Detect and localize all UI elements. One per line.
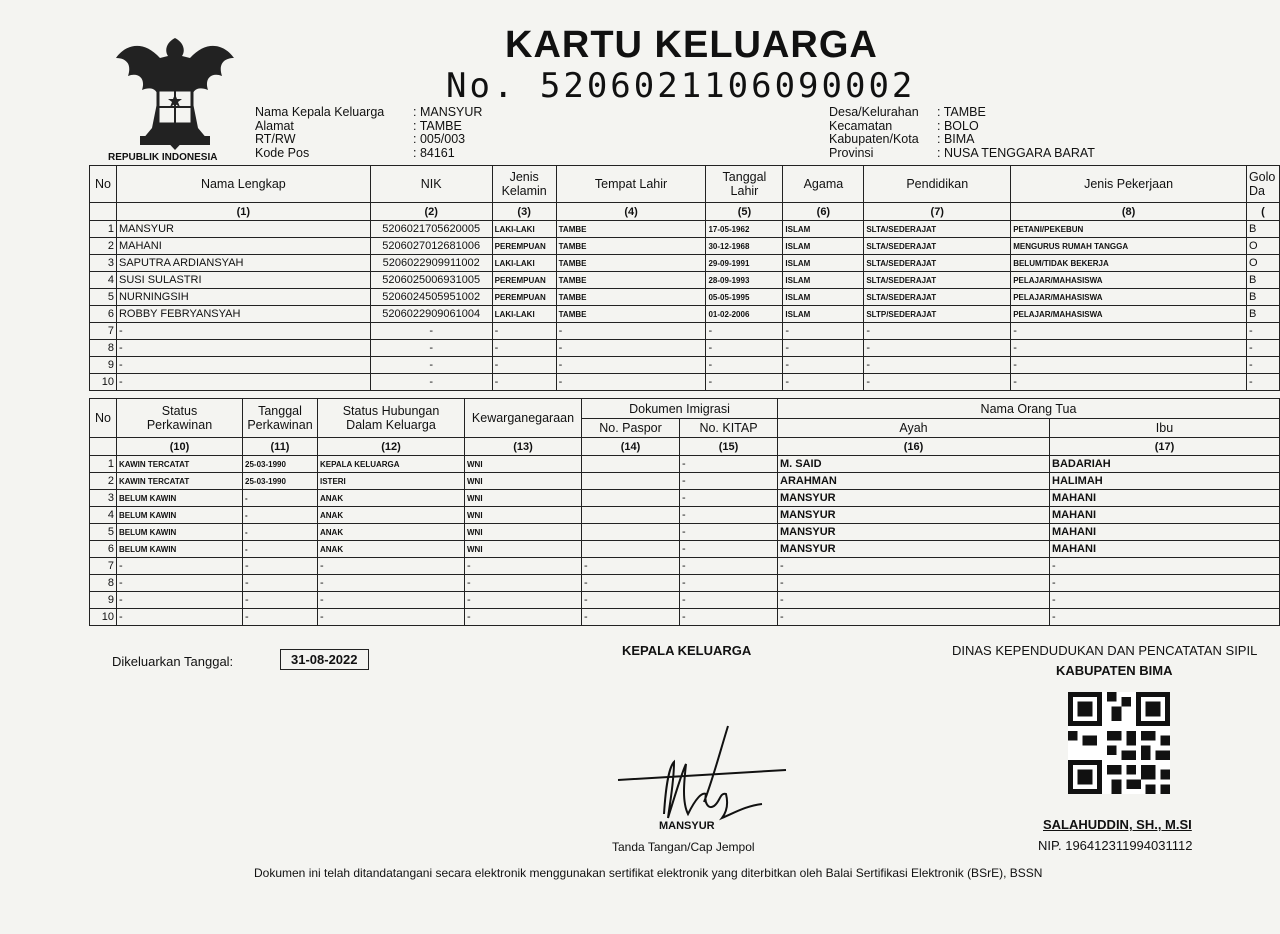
col-header: NIK [370, 166, 492, 203]
table-cell: - [465, 558, 582, 575]
table-cell: PELAJAR/MAHASISWA [1011, 289, 1247, 306]
table-cell: - [864, 374, 1011, 391]
col-header: Agama [783, 166, 864, 203]
table-cell: - [783, 340, 864, 357]
esign-note: Dokumen ini telah ditandatangani secara elektronik menggunakan sertifikat elektronik yang diterbitkan oleh Balai Sertifikasi Elektronik (BSrE), BSSN [254, 866, 1043, 880]
table-cell: SLTA/SEDERAJAT [864, 289, 1011, 306]
table-cell: 8 [90, 575, 117, 592]
table-cell: SLTA/SEDERAJAT [864, 238, 1011, 255]
table-cell: ISLAM [783, 272, 864, 289]
table-cell: MANSYUR [778, 490, 1050, 507]
table-cell: ISLAM [783, 221, 864, 238]
table-cell: - [680, 558, 778, 575]
table-cell: MANSYUR [778, 524, 1050, 541]
info-value: : BOLO [937, 118, 979, 133]
table-cell: - [1246, 340, 1279, 357]
table-cell: - [680, 609, 778, 626]
table-cell: MANSYUR [116, 221, 370, 238]
table-cell: ANAK [318, 507, 465, 524]
table-cell: SLTP/SEDERAJAT [864, 306, 1011, 323]
table-cell [582, 490, 680, 507]
table-row [90, 238, 1280, 255]
table-cell: TAMBE [556, 272, 706, 289]
table-row [90, 306, 1280, 323]
table-row [90, 340, 1280, 357]
table-cell: - [1246, 357, 1279, 374]
document-title: KARTU KELUARGA [505, 24, 878, 66]
table-cell: - [1050, 558, 1280, 575]
table-row [90, 473, 1280, 490]
table-cell: 4 [90, 507, 117, 524]
col-header: Jenis Kelamin [492, 166, 556, 203]
table-cell: KAWIN TERCATAT [117, 456, 243, 473]
table-cell: BELUM KAWIN [117, 541, 243, 558]
table-cell: - [465, 592, 582, 609]
signer-caption: Tanda Tangan/Cap Jempol [612, 840, 755, 854]
col-number: (17) [1050, 438, 1280, 456]
col-number: (1) [116, 203, 370, 221]
table-cell: - [116, 357, 370, 374]
table-cell: 9 [90, 592, 117, 609]
table-cell: PELAJAR/MAHASISWA [1011, 306, 1247, 323]
table-cell: - [706, 374, 783, 391]
table-cell: 05-05-1995 [706, 289, 783, 306]
table-cell: WNI [465, 473, 582, 490]
table-cell: 25-03-1990 [243, 473, 318, 490]
table-cell: - [556, 357, 706, 374]
table-cell: PEREMPUAN [492, 289, 556, 306]
table-cell: PELAJAR/MAHASISWA [1011, 272, 1247, 289]
table-cell: MAHANI [1050, 524, 1280, 541]
table-cell: - [1011, 374, 1247, 391]
col-number: (11) [243, 438, 318, 456]
table-cell: ANAK [318, 541, 465, 558]
table-cell: ISLAM [783, 306, 864, 323]
table-cell: - [243, 592, 318, 609]
dinas-line1: DINAS KEPENDUDUKAN DAN PENCATATAN SIPIL [952, 643, 1258, 658]
col-number: (10) [117, 438, 243, 456]
table-cell: SLTA/SEDERAJAT [864, 221, 1011, 238]
info-label: Nama Kepala Keluarga [255, 105, 385, 119]
table-cell: MAHANI [1050, 490, 1280, 507]
table-cell: - [243, 541, 318, 558]
table-cell: - [370, 340, 492, 357]
table-row [90, 575, 1280, 592]
table-cell: - [864, 340, 1011, 357]
table-cell: LAKI-LAKI [492, 221, 556, 238]
col-number: (8) [1011, 203, 1247, 221]
table-cell: 2 [90, 473, 117, 490]
table-cell: 4 [90, 272, 117, 289]
table-cell: MANSYUR [778, 507, 1050, 524]
table-cell: 6 [90, 541, 117, 558]
table-cell: 17-05-1962 [706, 221, 783, 238]
signature-icon [616, 722, 796, 832]
table-cell: - [556, 374, 706, 391]
table-cell: PEREMPUAN [492, 238, 556, 255]
table-cell: - [318, 609, 465, 626]
head-info-right [829, 106, 1095, 160]
table-cell: - [116, 340, 370, 357]
table-cell: MAHANI [1050, 507, 1280, 524]
table-cell: PEREMPUAN [492, 272, 556, 289]
table-cell: ARAHMAN [778, 473, 1050, 490]
table-cell: BELUM/TIDAK BEKERJA [1011, 255, 1247, 272]
table-cell: WNI [465, 507, 582, 524]
table-cell: - [370, 357, 492, 374]
table-cell: SAPUTRA ARDIANSYAH [116, 255, 370, 272]
table-cell: 1 [90, 221, 117, 238]
table-cell: - [582, 558, 680, 575]
table-cell: - [706, 357, 783, 374]
info-value: : TAMBE [937, 105, 986, 119]
table-cell: - [1050, 575, 1280, 592]
table-cell: - [116, 323, 370, 340]
col-header: Pendidikan [864, 166, 1011, 203]
table-cell: SLTA/SEDERAJAT [864, 255, 1011, 272]
table-cell: - [318, 575, 465, 592]
table-cell: - [778, 609, 1050, 626]
table-cell: - [492, 357, 556, 374]
col-header: Nama Orang Tua [778, 399, 1280, 419]
table-cell: 29-09-1991 [706, 255, 783, 272]
table-cell: - [1011, 357, 1247, 374]
table-cell: 7 [90, 323, 117, 340]
col-number: (13) [465, 438, 582, 456]
info-label: RT/RW [255, 132, 296, 146]
table-cell: - [582, 609, 680, 626]
table-cell: - [556, 323, 706, 340]
table-cell: - [778, 592, 1050, 609]
table-cell [582, 473, 680, 490]
table-cell: ISTERI [318, 473, 465, 490]
table-cell: 9 [90, 357, 117, 374]
table-cell: O [1246, 238, 1279, 255]
kepala-keluarga-label: KEPALA KELUARGA [622, 643, 752, 658]
table-cell: - [243, 490, 318, 507]
table-cell: B [1246, 221, 1279, 238]
table-cell: 3 [90, 490, 117, 507]
table-cell [582, 456, 680, 473]
table-cell: KEPALA KELUARGA [318, 456, 465, 473]
table-cell: MENGURUS RUMAH TANGGA [1011, 238, 1247, 255]
info-value: : MANSYUR [413, 105, 483, 119]
table-cell: - [706, 323, 783, 340]
table-cell: - [706, 340, 783, 357]
table-cell: KAWIN TERCATAT [117, 473, 243, 490]
table-cell: - [465, 609, 582, 626]
official-nip: NIP. 196412311994031112 [1038, 838, 1193, 853]
signer-name: MANSYUR [659, 820, 715, 832]
col-header: Tanggal Lahir [706, 166, 783, 203]
family-members-table [89, 165, 1280, 391]
table-cell: - [864, 357, 1011, 374]
col-number: (12) [318, 438, 465, 456]
table-cell [582, 524, 680, 541]
qr-code-icon [1068, 692, 1170, 794]
table-cell: - [117, 592, 243, 609]
emblem-caption: REPUBLIK INDONESIA [108, 152, 218, 163]
table-row [90, 609, 1280, 626]
table-row [90, 255, 1280, 272]
table-row [90, 490, 1280, 507]
col-number [90, 203, 117, 221]
table-cell [582, 507, 680, 524]
info-value: : 005/003 [413, 132, 466, 146]
table-cell [582, 541, 680, 558]
table-cell: WNI [465, 524, 582, 541]
table-cell: - [680, 473, 778, 490]
col-header: No [90, 399, 117, 438]
table-cell: ISLAM [783, 289, 864, 306]
col-number: (6) [783, 203, 864, 221]
table-cell: SUSI SULASTRI [116, 272, 370, 289]
table-cell: 1 [90, 456, 117, 473]
table-cell: - [370, 374, 492, 391]
table-cell: LAKI-LAKI [492, 306, 556, 323]
col-number: ( [1246, 203, 1279, 221]
table-cell: - [243, 609, 318, 626]
table-cell: WNI [465, 456, 582, 473]
col-number: (15) [680, 438, 778, 456]
head-info-left [255, 106, 482, 160]
table-cell: TAMBE [556, 238, 706, 255]
col-header: Status Perkawinan [117, 399, 243, 438]
col-number: (16) [778, 438, 1050, 456]
table-cell: - [778, 558, 1050, 575]
table-cell: - [492, 374, 556, 391]
table-cell: PETANI/PEKEBUN [1011, 221, 1247, 238]
table-cell: ROBBY FEBRYANSYAH [116, 306, 370, 323]
table-cell: 5206027012681006 [370, 238, 492, 255]
info-label: Alamat [255, 118, 294, 133]
table-cell: B [1246, 272, 1279, 289]
table-cell: 5206022909911002 [370, 255, 492, 272]
table-cell: - [1050, 609, 1280, 626]
table-cell: - [243, 507, 318, 524]
table-cell: - [370, 323, 492, 340]
table-cell: TAMBE [556, 221, 706, 238]
table-cell: ISLAM [783, 255, 864, 272]
table-cell: BADARIAH [1050, 456, 1280, 473]
table-cell: HALIMAH [1050, 473, 1280, 490]
table-row [90, 289, 1280, 306]
official-name: SALAHUDDIN, SH., M.SI [1043, 817, 1192, 832]
col-header: Ayah [778, 419, 1050, 438]
table-cell: - [864, 323, 1011, 340]
table-row [90, 541, 1280, 558]
table-cell: SLTA/SEDERAJAT [864, 272, 1011, 289]
table-cell: - [556, 340, 706, 357]
table-cell: - [582, 592, 680, 609]
table-row [90, 323, 1280, 340]
table-cell: ISLAM [783, 238, 864, 255]
table-cell: - [243, 575, 318, 592]
table-cell: 28-09-1993 [706, 272, 783, 289]
table-cell: BELUM KAWIN [117, 490, 243, 507]
table-row [90, 374, 1280, 391]
table-cell: TAMBE [556, 306, 706, 323]
table-cell: B [1246, 289, 1279, 306]
table-cell: - [680, 592, 778, 609]
dinas-line2: KABUPATEN BIMA [1056, 663, 1173, 678]
table-cell: - [1246, 323, 1279, 340]
table-row [90, 357, 1280, 374]
col-header: Nama Lengkap [116, 166, 370, 203]
col-header: Ibu [1050, 419, 1280, 438]
document-number: No. 5206021106090002 [446, 66, 916, 106]
col-number [90, 438, 117, 456]
table-cell: - [1011, 323, 1247, 340]
table-cell: 10 [90, 374, 117, 391]
table-cell: - [680, 507, 778, 524]
col-header: Jenis Pekerjaan [1011, 166, 1247, 203]
table-cell: - [680, 524, 778, 541]
info-label: Desa/Kelurahan [829, 105, 919, 119]
table-cell: - [783, 323, 864, 340]
table-cell: B [1246, 306, 1279, 323]
table-row [90, 558, 1280, 575]
table-cell: 6 [90, 306, 117, 323]
table-row [90, 592, 1280, 609]
info-value: : NUSA TENGGARA BARAT [937, 145, 1095, 160]
table-cell: ANAK [318, 524, 465, 541]
table-cell: 7 [90, 558, 117, 575]
table-cell: - [243, 558, 318, 575]
col-header: No [90, 166, 117, 203]
table-cell: TAMBE [556, 255, 706, 272]
issued-date: 31-08-2022 [280, 649, 369, 670]
col-header: Tempat Lahir [556, 166, 706, 203]
col-header: Dokumen Imigrasi [582, 399, 778, 419]
table-cell: MAHANI [1050, 541, 1280, 558]
table-cell: - [783, 357, 864, 374]
col-number: (4) [556, 203, 706, 221]
table-cell: 10 [90, 609, 117, 626]
table-cell: 5206022909061004 [370, 306, 492, 323]
table-cell: MAHANI [116, 238, 370, 255]
col-number: (7) [864, 203, 1011, 221]
table-cell: - [465, 575, 582, 592]
table-cell: NURNINGSIH [116, 289, 370, 306]
col-header: Status Hubungan Dalam Keluarga [318, 399, 465, 438]
table-cell: - [492, 323, 556, 340]
table-cell: ANAK [318, 490, 465, 507]
table-cell: 2 [90, 238, 117, 255]
table-row [90, 456, 1280, 473]
table-row [90, 221, 1280, 238]
issued-label: Dikeluarkan Tanggal: [112, 654, 234, 669]
col-header: Kewarganegaraan [465, 399, 582, 438]
info-label: Provinsi [829, 145, 874, 160]
table-row [90, 272, 1280, 289]
table-cell: - [318, 592, 465, 609]
table-cell: LAKI-LAKI [492, 255, 556, 272]
table-cell: 30-12-1968 [706, 238, 783, 255]
table-cell: - [1011, 340, 1247, 357]
col-number: (14) [582, 438, 680, 456]
info-value: : TAMBE [413, 118, 462, 133]
table-cell: BELUM KAWIN [117, 524, 243, 541]
table-cell: TAMBE [556, 289, 706, 306]
table-cell: - [116, 374, 370, 391]
table-cell: - [778, 575, 1050, 592]
table-cell: MANSYUR [778, 541, 1050, 558]
table-cell: - [680, 541, 778, 558]
table-cell: - [117, 558, 243, 575]
civil-status-table [89, 398, 1280, 626]
table-cell: 25-03-1990 [243, 456, 318, 473]
info-label: Kabupaten/Kota [829, 132, 919, 146]
table-cell: - [318, 558, 465, 575]
info-label: Kode Pos [255, 145, 310, 160]
table-cell: 5206025006931005 [370, 272, 492, 289]
table-cell: - [492, 340, 556, 357]
col-number: (2) [370, 203, 492, 221]
table-row [90, 507, 1280, 524]
table-cell: M. SAID [778, 456, 1050, 473]
table-cell: - [1246, 374, 1279, 391]
table-row [90, 524, 1280, 541]
table-cell: 8 [90, 340, 117, 357]
table-cell: BELUM KAWIN [117, 507, 243, 524]
table-cell: 01-02-2006 [706, 306, 783, 323]
col-number: (3) [492, 203, 556, 221]
table-cell: - [117, 609, 243, 626]
col-header: No. Paspor [582, 419, 680, 438]
table-cell: - [243, 524, 318, 541]
info-value: : BIMA [937, 132, 975, 146]
table-cell: WNI [465, 541, 582, 558]
table-cell: 5206021705620005 [370, 221, 492, 238]
garuda-emblem-icon [112, 28, 238, 156]
table-cell: - [783, 374, 864, 391]
table-cell: 3 [90, 255, 117, 272]
table-cell: WNI [465, 490, 582, 507]
table-cell: - [680, 575, 778, 592]
table-cell: - [582, 575, 680, 592]
col-header: No. KITAP [680, 419, 778, 438]
table-cell: - [1050, 592, 1280, 609]
col-number: (5) [706, 203, 783, 221]
table-cell: - [680, 490, 778, 507]
info-value: : 84161 [413, 145, 455, 160]
col-header: Golo Da [1246, 166, 1279, 203]
table-cell: 5206024505951002 [370, 289, 492, 306]
table-cell: 5 [90, 524, 117, 541]
table-cell: - [680, 456, 778, 473]
table-cell: - [117, 575, 243, 592]
col-header: Tanggal Perkawinan [243, 399, 318, 438]
table-cell: 5 [90, 289, 117, 306]
table-cell: O [1246, 255, 1279, 272]
info-label: Kecamatan [829, 118, 893, 133]
